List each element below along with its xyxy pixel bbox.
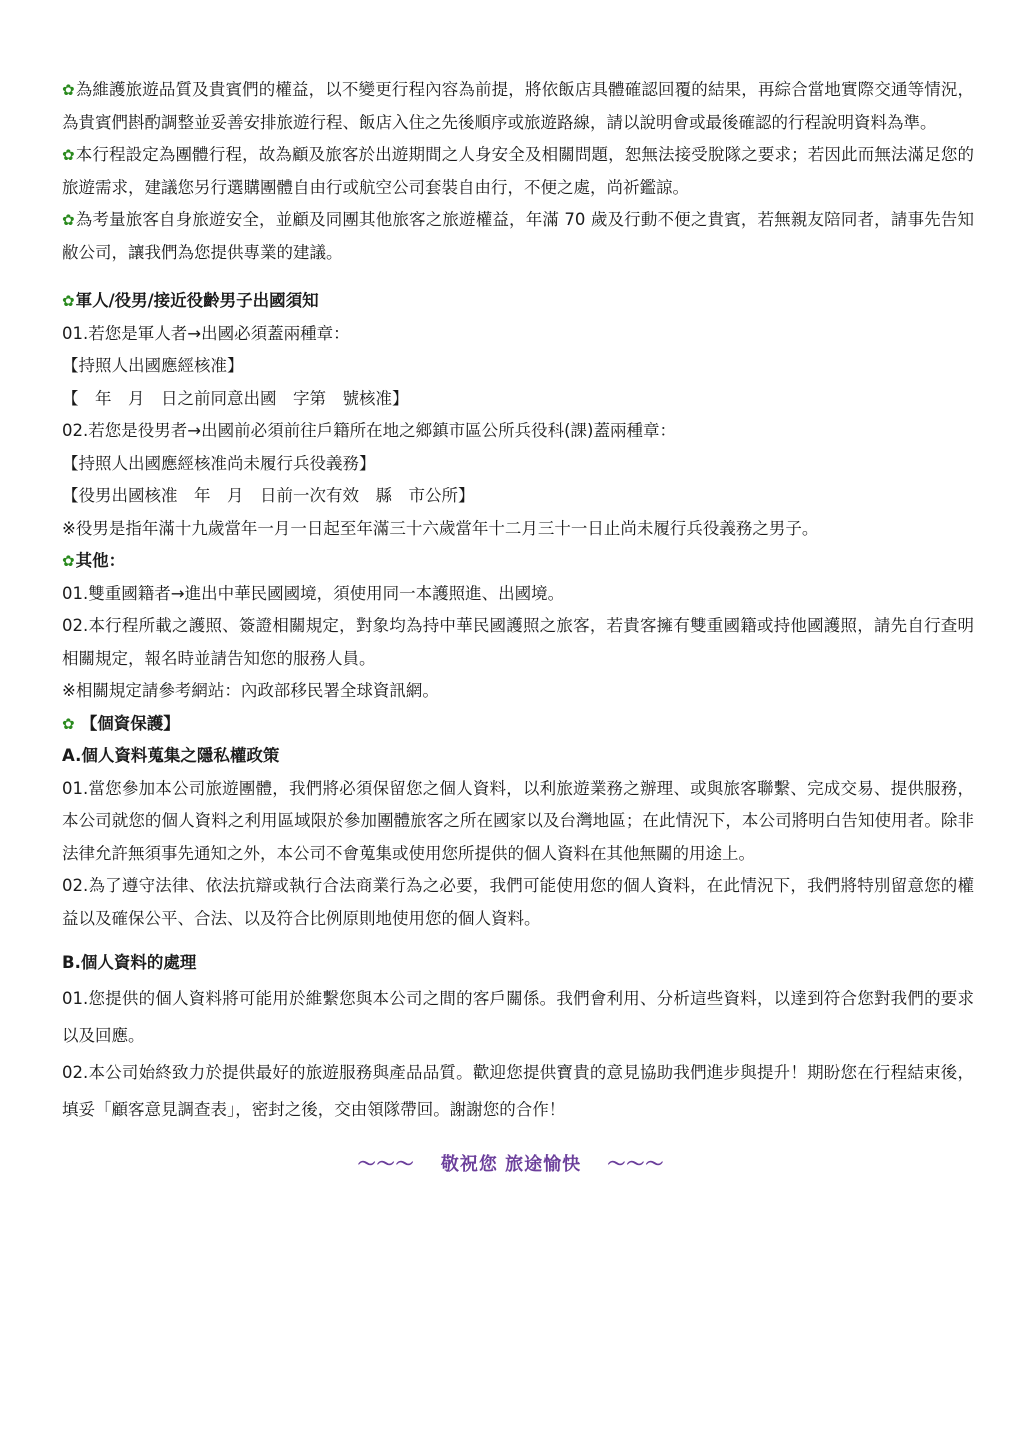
- intro-paragraph-3: ✿為考量旅客自身旅遊安全，並顧及同團其他旅客之旅遊權益，年滿 70 歲及行動不便之貴賓，若無親友陪同者，請事先告知敝公司，讓我們為您提供專業的建議。: [62, 210, 974, 262]
- military-line: ※役男是指年滿十九歲當年一月一日起至年滿三十六歲當年十二月三十一日止尚未履行兵役義務之男子。: [62, 518, 819, 538]
- privacy-a-item: 01.當您參加本公司旅遊團體，我們將必須保留您之個人資料，以利旅遊業務之辦理、或與旅客聯繫、完成交易、提供服務，本公司就您的個人資料之利用區域限於參加團體旅客之所在國家以及台灣地區；在此情況下，本公司將明白告知使用者。除非法律允許無須事先通知之外，本公司不會蒐集或使用您所提供的個人資料在其他無關的用途上。: [62, 778, 974, 863]
- other-item: 02.本行程所載之護照、簽證相關規定，對象均為持中華民國護照之旅客，若貴客擁有雙重國籍或持他國護照，請先自行查明相關規定，報名時並請告知您的服務人員。: [62, 616, 974, 668]
- closing-greeting: ～～～ 敬祝您 旅途愉快 ～～～: [357, 1153, 665, 1175]
- privacy-section-b-title: B.個人資料的處理: [62, 953, 197, 972]
- privacy-b-item: 01.您提供的個人資料將可能用於維繫您與本公司之間的客戶關係。我們會利用、分析這些資料，以達到符合您對我們的要求以及回應。: [62, 988, 974, 1045]
- military-section-title: ✿軍人/役男/接近役齡男子出國須知: [62, 291, 319, 310]
- military-line: 01.若您是軍人者→出國必須蓋兩種章：: [62, 323, 350, 343]
- flower-icon: ✿: [62, 292, 75, 310]
- privacy-section-title: ✿ 【個資保護】: [62, 713, 180, 733]
- other-item: ※相關規定請參考網站：內政部移民署全球資訊網。: [62, 681, 439, 700]
- privacy-section-a-title: A.個人資料蒐集之隱私權政策: [62, 746, 280, 765]
- military-line: 【 年 月 日之前同意出國 字第 號核准】: [62, 388, 409, 408]
- flower-icon: ✿: [62, 552, 75, 570]
- flower-icon: ✿: [62, 81, 75, 99]
- privacy-b-item: 02.本公司始終致力於提供最好的旅遊服務與產品品質。歡迎您提供寶貴的意見協助我們進步與提升！期盼您在行程結束後，填妥「顧客意見調查表」，密封之後，交由領隊帶回。謝謝您的合作！: [62, 1062, 974, 1119]
- flower-icon: ✿: [62, 714, 80, 733]
- intro-paragraph-2: ✿本行程設定為團體行程，故為顧及旅客於出遊期間之人身安全及相關問題，恕無法接受脫隊之要求；若因此而無法滿足您的旅遊需求，建議您另行選購團體自由行或航空公司套裝自由行，不便之處，尚祈鑑諒。: [62, 145, 975, 197]
- intro-paragraph-1: ✿為維護旅遊品質及貴賓們的權益，以不變更行程內容為前提，將依飯店具體確認回覆的結果，再綜合當地實際交通等情況，為貴賓們斟酌調整並妥善安排旅遊行程、飯店入住之先後順序或旅遊路線，請以說明會或最後確認的行程說明資料為準。: [62, 80, 975, 132]
- military-line: 【持照人出國應經核准】: [62, 356, 244, 375]
- flower-icon: ✿: [62, 211, 75, 229]
- military-line: 【役男出國核准 年 月 日前一次有效 縣 市公所】: [62, 486, 475, 505]
- military-line: 02.若您是役男者→出國前必須前往戶籍所在地之鄉鎮市區公所兵役科(課)蓋兩種章：: [62, 421, 676, 440]
- privacy-a-item: 02.為了遵守法律、依法抗辯或執行合法商業行為之必要，我們可能使用您的個人資料，在此情況下，我們將特別留意您的權益以及確保公平、合法、以及符合比例原則地使用您的個人資料。: [62, 876, 974, 928]
- military-line: 【持照人出國應經核准尚未履行兵役義務】: [62, 453, 376, 473]
- other-section-title: ✿其他：: [62, 551, 126, 570]
- flower-icon: ✿: [62, 146, 75, 164]
- other-item: 01.雙重國籍者→進出中華民國國境，須使用同一本護照進、出國境。: [62, 583, 565, 603]
